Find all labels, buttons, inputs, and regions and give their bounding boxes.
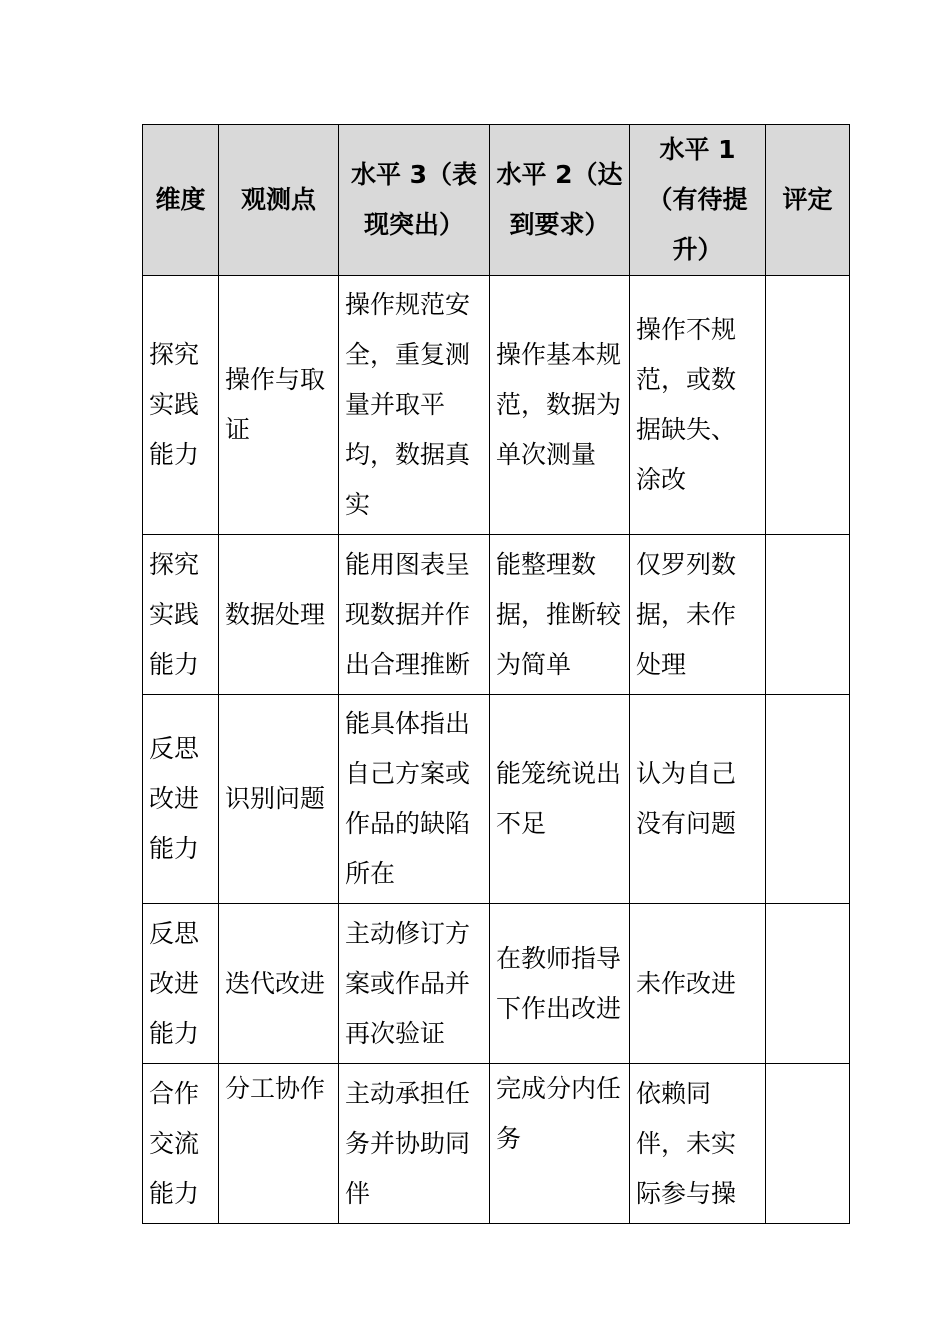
dimension-cell: 反思改进能力 xyxy=(143,904,219,1064)
level-2-cell: 操作基本规范，数据为单次测量 xyxy=(490,276,630,535)
rating-cell xyxy=(766,276,850,535)
level-3-cell: 能具体指出自己方案或作品的缺陷所在 xyxy=(339,695,490,904)
level-2-cell: 能笼统说出不足 xyxy=(490,695,630,904)
table-row xyxy=(143,535,850,695)
header-level-2: 水平 2（达到要求） xyxy=(490,125,630,276)
header-level-1: 水平 1（有待提升） xyxy=(630,125,766,276)
observation-point-cell: 分工协作 xyxy=(219,1064,339,1224)
observation-point-cell: 操作与取证 xyxy=(219,276,339,535)
rating-cell xyxy=(766,695,850,904)
level-1-cell: 未作改进 xyxy=(630,904,766,1064)
assessment-rubric-table xyxy=(142,124,850,1224)
table-row xyxy=(143,1064,850,1224)
level-3-cell: 操作规范安全，重复测量并取平均，数据真实 xyxy=(339,276,490,535)
rating-cell xyxy=(766,535,850,695)
table-row xyxy=(143,904,850,1064)
level-3-cell: 主动承担任务并协助同伴 xyxy=(339,1064,490,1224)
level-1-cell: 认为自己没有问题 xyxy=(630,695,766,904)
level-1-cell: 操作不规范，或数据缺失、涂改 xyxy=(630,276,766,535)
level-3-cell: 能用图表呈现数据并作出合理推断 xyxy=(339,535,490,695)
observation-point-cell: 迭代改进 xyxy=(219,904,339,1064)
table-row xyxy=(143,276,850,535)
observation-point-cell: 数据处理 xyxy=(219,535,339,695)
level-3-cell: 主动修订方案或作品并再次验证 xyxy=(339,904,490,1064)
dimension-cell: 探究实践能力 xyxy=(143,276,219,535)
dimension-cell: 探究实践能力 xyxy=(143,535,219,695)
header-rating: 评定 xyxy=(766,125,850,276)
table-header-row xyxy=(143,125,850,276)
level-2-cell: 完成分内任务 xyxy=(490,1064,630,1224)
dimension-cell: 反思改进能力 xyxy=(143,695,219,904)
rating-cell xyxy=(766,904,850,1064)
dimension-cell: 合作交流能力 xyxy=(143,1064,219,1224)
rating-cell xyxy=(766,1064,850,1224)
level-2-cell: 能整理数据，推断较为简单 xyxy=(490,535,630,695)
level-2-cell: 在教师指导下作出改进 xyxy=(490,904,630,1064)
level-1-cell: 依赖同伴，未实际参与操 xyxy=(630,1064,766,1224)
header-observation-point: 观测点 xyxy=(219,125,339,276)
observation-point-cell: 识别问题 xyxy=(219,695,339,904)
header-dimension: 维度 xyxy=(143,125,219,276)
level-1-cell: 仅罗列数据，未作处理 xyxy=(630,535,766,695)
header-level-3: 水平 3（表现突出） xyxy=(339,125,490,276)
table-row xyxy=(143,695,850,904)
